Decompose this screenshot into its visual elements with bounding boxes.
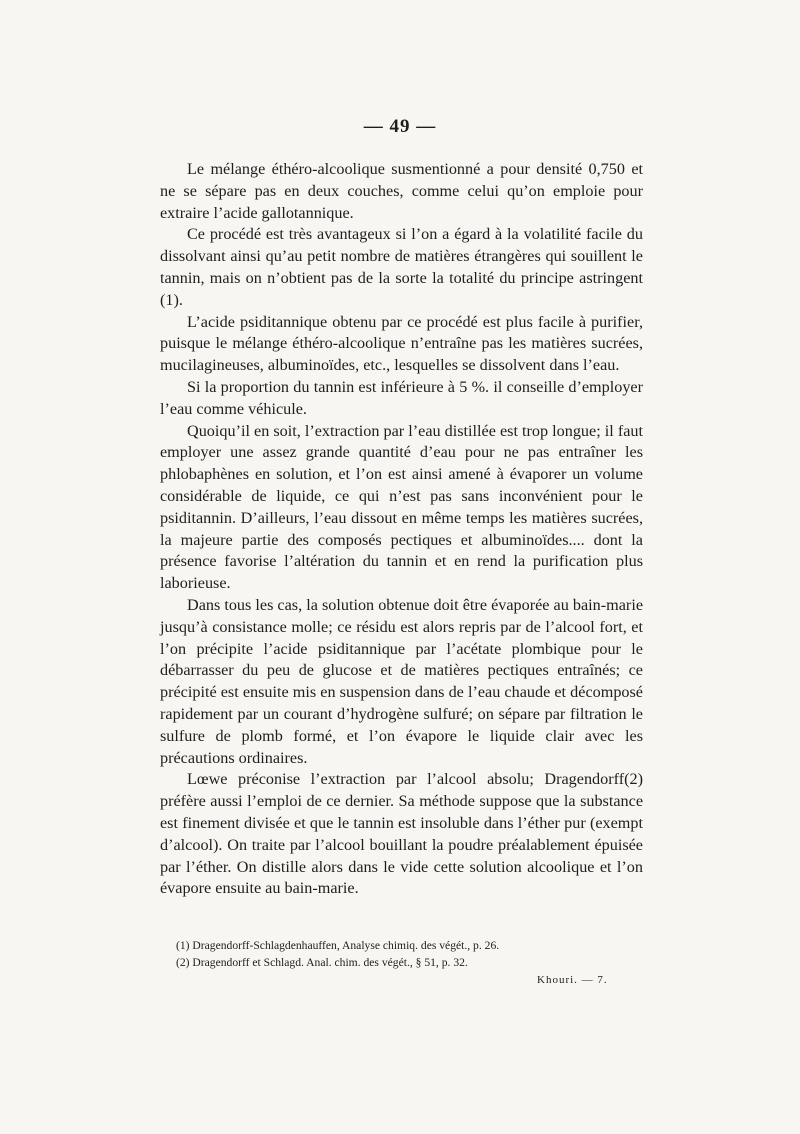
paragraph: Quoiqu’il en soit, l’extraction par l’eau distillée est trop longue; il faut employer une assez grande quantité d’eau pour ne pas entraîner les phlobaphènes en solution, et l’on est ainsi amené à évaporer un volume considérable de liquide, ce qui n’est pas sans inconvénient pour le psiditannin. D’ailleurs, l’eau dissout en même temps les matières sucrées, la majeure partie des composés pectiques et albuminoïdes.... dont la présence favorise l’altération du tannin et en rend la purification plus laborieuse.	[160, 421, 643, 593]
footnote: (1) Dragendorff-Schlagdenhauffen, Analyse chimiq. des végét., p. 26.	[176, 939, 500, 952]
paragraph: L’acide psiditannique obtenu par ce procédé est plus facile à purifier, puisque le mélange éthéro-alcoolique n’entraîne pas les matières sucrées, mucilagineuses, albuminoïdes, etc., lesquelles se dissolvent dans l’eau.	[160, 312, 643, 375]
paragraph: Si la proportion du tannin est inférieure à 5 %. il conseille d’employer l’eau comme véhicule.	[160, 377, 643, 418]
paragraph: Le mélange éthéro-alcoolique susmentionné a pour densité 0,750 et ne se sépare pas en deux couches, comme celui qu’on emploie pour extraire l’acide gallotannique.	[160, 160, 643, 222]
footnote: (2) Dragendorff et Schlagd. Anal. chim. des végét., § 51, p. 32.	[176, 956, 468, 969]
page-number: — 49 —	[363, 116, 437, 137]
footnotes	[176, 937, 636, 971]
paragraph: Dans tous les cas, la solution obtenue doit être évaporée au bain-marie jusqu’à consistance molle; ce résidu est alors repris par de l’alcool fort, et l’on précipite l’acide psiditannique par l’acétate plombique pour le débarrasser du peu de glucose et de matières pectiques entraînés; ce précipité est ensuite mis en suspension dans de l’eau chaude et décomposé rapidement par un courant d’hydrogène sulfuré; on sépare par filtration le sulfure de plomb formé, et l’on évapore le liquide clair avec les précautions ordinaires.	[160, 595, 643, 767]
signature-mark: Khouri. — 7.	[537, 974, 608, 986]
paragraph: Lœwe préconise l’extraction par l’alcool absolu; Dragendorff(2) préfère aussi l’emploi de ce dernier. Sa méthode suppose que la substance est finement divisée et que le tannin est insoluble dans l’éther pur (exempt d’alcool). On traite par l’alcool bouillant la poudre préalablement épuisée par l’éther. On distille alors dans le vide cette solution alcoolique et l’on évapore ensuite au bain-marie.	[160, 770, 643, 898]
body-text	[160, 159, 643, 900]
paragraph: Ce procédé est très avantageux si l’on a égard à la volatilité facile du dissolvant ainsi qu’au petit nombre de matières étrangères qui souillent le tannin, mais on n’obtient pas de la sorte la totalité du principe astringent (1).	[160, 225, 643, 309]
